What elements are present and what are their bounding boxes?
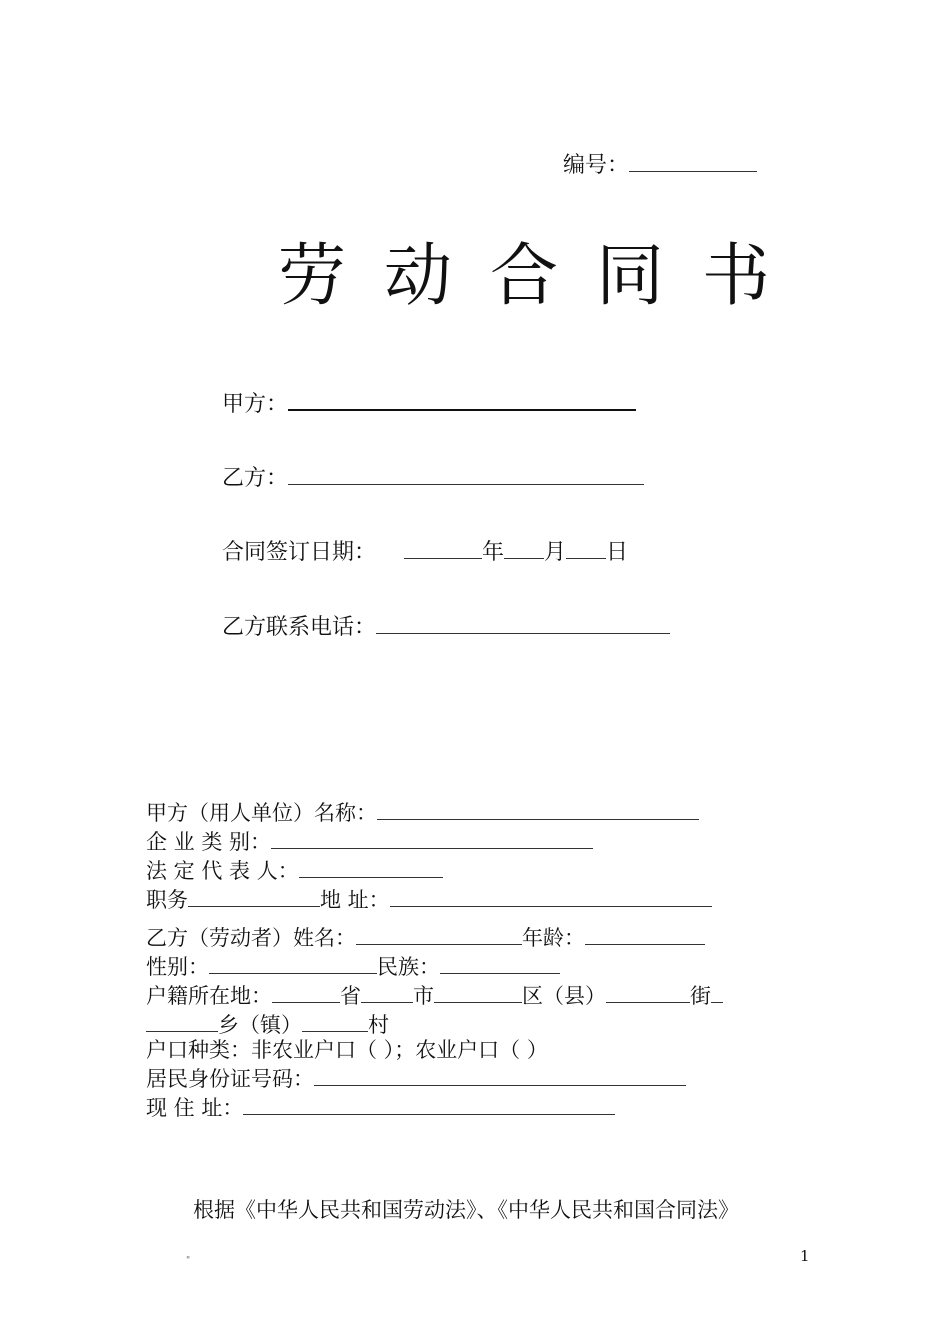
- day-label: 日: [606, 540, 629, 566]
- employee-name-label: 乙方（劳动者）姓名：: [146, 926, 356, 951]
- phone-field[interactable]: [376, 610, 670, 634]
- party-b-label: 乙方：: [222, 466, 289, 492]
- id-number-field[interactable]: [314, 1063, 686, 1086]
- district-label: 区（县）: [522, 984, 606, 1009]
- village-field[interactable]: [302, 1009, 368, 1032]
- phone-label: 乙方联系电话：: [222, 615, 377, 641]
- option-separator: ；: [394, 1038, 416, 1063]
- sign-year-field[interactable]: [404, 535, 482, 559]
- position-address-line: [146, 884, 712, 913]
- gender-ethnicity-line: [146, 951, 723, 980]
- id-number-line: [146, 1063, 723, 1092]
- town-label: 乡（镇）: [218, 1013, 302, 1038]
- ethnicity-label: 民族：: [377, 955, 440, 980]
- enterprise-type-field[interactable]: [271, 826, 593, 849]
- agri-option[interactable]: 农业户口（ ）: [415, 1038, 548, 1063]
- town-village-line: [146, 1009, 723, 1038]
- sign-date-line: [222, 535, 628, 566]
- sign-month-field[interactable]: [504, 535, 544, 559]
- party-b-field[interactable]: [288, 461, 644, 485]
- enterprise-type-line: [146, 826, 712, 855]
- document-title: 劳动合同书: [278, 237, 809, 316]
- address-field[interactable]: [390, 884, 712, 907]
- employee-block: [146, 922, 723, 1121]
- serial-number-label: 编号：: [563, 153, 630, 179]
- sign-day-field[interactable]: [566, 535, 606, 559]
- district-field[interactable]: [434, 980, 522, 1003]
- gender-field[interactable]: [209, 951, 377, 974]
- year-label: 年: [482, 540, 505, 566]
- party-a-field[interactable]: [288, 386, 636, 411]
- legal-rep-label: 法 定 代 表 人：: [146, 859, 299, 884]
- party-a-line: [222, 386, 636, 418]
- legal-rep-line: [146, 855, 712, 884]
- enterprise-type-label: 企 业 类 别：: [146, 830, 272, 855]
- employer-name-field[interactable]: [377, 797, 699, 820]
- serial-number-field[interactable]: [629, 148, 757, 172]
- address-label: 地 址：: [320, 888, 390, 913]
- town-field[interactable]: [146, 1009, 218, 1032]
- employer-name-label: 甲方（用人单位）名称：: [146, 801, 377, 826]
- footer-mark: ": [186, 1256, 191, 1266]
- city-field[interactable]: [361, 980, 413, 1003]
- age-label: 年龄：: [522, 926, 585, 951]
- residence-field[interactable]: [243, 1092, 615, 1115]
- employee-name-line: [146, 922, 723, 951]
- employee-name-field[interactable]: [356, 922, 522, 945]
- gender-label: 性别：: [146, 955, 209, 980]
- province-field[interactable]: [272, 980, 340, 1003]
- serial-number-line: [563, 148, 757, 179]
- hukou-type-label: 户口种类：: [146, 1038, 251, 1063]
- ethnicity-field[interactable]: [440, 951, 560, 974]
- hukou-type-line: [146, 1038, 723, 1063]
- id-number-label: 居民身份证号码：: [146, 1067, 314, 1092]
- employer-block: [146, 797, 712, 913]
- position-field[interactable]: [188, 884, 320, 907]
- contract-basis-text: 根据《中华人民共和国劳动法》、《中华人民共和国合同法》: [193, 1198, 739, 1222]
- party-b-line: [222, 461, 644, 492]
- city-label: 市: [413, 984, 434, 1009]
- province-label: 省: [340, 984, 361, 1009]
- age-field[interactable]: [585, 922, 705, 945]
- sign-date-label: 合同签订日期：: [222, 540, 377, 566]
- position-label: 职务: [146, 888, 188, 913]
- legal-rep-field[interactable]: [299, 855, 443, 878]
- village-label: 村: [368, 1013, 389, 1038]
- phone-line: [222, 610, 670, 641]
- street-tail-field[interactable]: [711, 980, 723, 1003]
- street-label: 街: [690, 984, 711, 1009]
- non-agri-option[interactable]: 非农业户口（ ）: [251, 1038, 395, 1063]
- household-line: [146, 980, 723, 1009]
- month-label: 月: [544, 540, 567, 566]
- household-label: 户籍所在地：: [146, 984, 272, 1009]
- employer-name-line: [146, 797, 712, 826]
- party-a-label: 甲方：: [222, 392, 289, 418]
- residence-line: [146, 1092, 723, 1121]
- page-number: 1: [800, 1247, 810, 1265]
- street-field[interactable]: [606, 980, 690, 1003]
- residence-label: 现 住 址：: [146, 1096, 244, 1121]
